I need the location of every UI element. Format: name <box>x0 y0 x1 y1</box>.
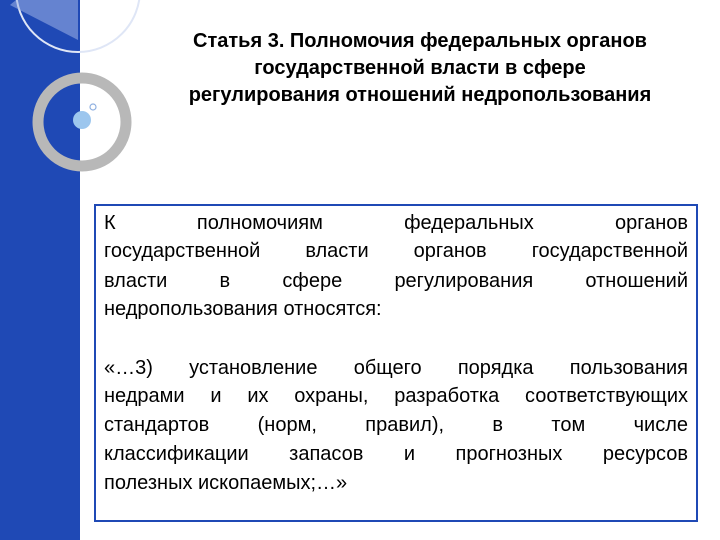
paragraph-2-line-3: стандартов (норм, правил), в том числе <box>104 414 688 436</box>
paragraph-2-line-1: «…3) установление общего порядка пользования <box>104 357 688 379</box>
paragraph-1-line-4: недропользования относятся: <box>104 298 382 320</box>
small-blue-dot <box>73 111 91 129</box>
paragraph-2-line-2: недрами и их охраны, разработка соответствующих <box>104 385 688 407</box>
paragraph-2-line-5: полезных ископаемых;…» <box>104 472 348 494</box>
slide-title <box>120 28 720 109</box>
title-line-1: Статья 3. Полномочия федеральных органов <box>193 30 647 52</box>
tiny-outline-dot <box>90 104 96 110</box>
paragraph-1-line-3: власти в сфере регулирования отношений <box>104 270 688 292</box>
paragraph-2-line-4: классификации запасов и прогнозных ресурсов <box>104 443 688 465</box>
paragraph-1-line-2: государственной власти органов государственной <box>104 240 688 262</box>
large-light-circle <box>10 0 78 40</box>
title-line-3: регулирования отношений недропользования <box>188 84 652 106</box>
title-line-2: государственной власти в сфере <box>254 57 586 79</box>
paragraph-1-line-1: К полномочиям федеральных органов <box>104 212 688 234</box>
